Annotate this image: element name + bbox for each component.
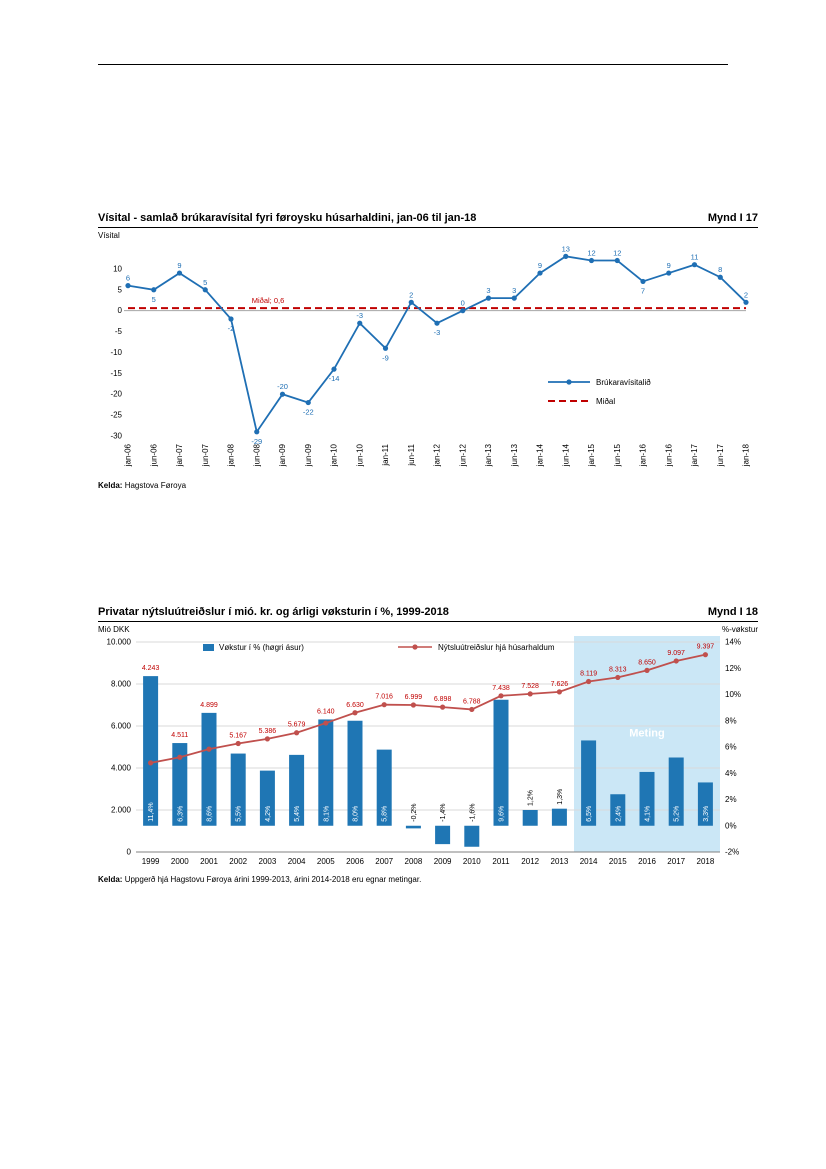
data-point <box>586 679 591 684</box>
data-point <box>440 705 445 710</box>
right-axis-tick-label: 8% <box>725 716 737 726</box>
line-value-label: 4.243 <box>141 665 160 673</box>
line-value-label: 5.167 <box>229 732 247 740</box>
data-point <box>640 279 645 284</box>
bar-value-label: 5,4% <box>294 805 302 822</box>
x-axis-tick-label: 2000 <box>170 857 189 866</box>
x-axis-tick-label: jun-11 <box>406 444 416 466</box>
y-axis-tick-label: -10 <box>110 347 122 357</box>
data-point <box>563 254 568 259</box>
data-point <box>203 287 208 292</box>
x-axis-tick-label: 2008 <box>404 857 423 866</box>
line-value-label: 4.511 <box>171 732 189 740</box>
data-point <box>718 275 723 280</box>
chart1-source-note <box>98 481 758 490</box>
chart2-title: Privatar nýtsluútreiðslur í mió. kr. og árligi vøksturin í %, 1999-2018 <box>98 606 449 618</box>
y-axis-tick-label: 0 <box>117 306 122 316</box>
data-point <box>265 736 270 741</box>
data-label: -22 <box>302 407 314 417</box>
line-value-label: 5.679 <box>287 721 306 729</box>
bar-value-label: 1,2% <box>527 790 535 806</box>
bar-value-label: 11,4% <box>148 802 156 822</box>
x-axis-tick-label: jan-08 <box>226 444 236 467</box>
x-axis-tick-label: jan-18 <box>741 444 751 467</box>
line-value-label: 6.999 <box>404 694 423 702</box>
x-axis-tick-label: 2009 <box>433 857 452 866</box>
x-axis-tick-label: 2001 <box>200 857 218 866</box>
data-point <box>615 675 620 680</box>
line-value-label: 6.898 <box>433 696 452 704</box>
chart1-title: Vísital - samlað brúkaravísital fyri føroysku húsarhaldini, jan-06 til jan-18 <box>98 212 477 224</box>
x-axis-tick-label: 2017 <box>667 857 686 866</box>
data-label: 3 <box>486 286 491 296</box>
right-axis-tick-label: -2% <box>725 847 740 857</box>
data-label: -20 <box>277 382 288 392</box>
data-point <box>352 710 357 715</box>
left-axis-tick-label: 6.000 <box>110 721 131 731</box>
x-axis-tick-label: jun-13 <box>509 444 519 467</box>
data-point <box>206 747 211 752</box>
data-label: 3 <box>512 286 517 296</box>
bar-value-label: 8,6% <box>206 805 214 822</box>
chart2-axis-unit-row <box>98 625 758 634</box>
chart1-axis-unit-row <box>98 231 758 240</box>
chart2-left-axis-title: Mió DKK <box>98 625 130 634</box>
x-axis-tick-label: jun-06 <box>149 444 159 467</box>
data-point <box>177 755 182 760</box>
x-axis-tick-label: jan-06 <box>123 444 133 467</box>
x-axis-tick-label: jun-12 <box>458 444 468 467</box>
left-axis-tick-label: 2.000 <box>110 805 131 815</box>
data-point <box>692 262 697 267</box>
figure1-header <box>98 212 758 228</box>
line-value-label: 6.630 <box>346 701 364 709</box>
bar-value-label: 5,5% <box>235 805 243 822</box>
data-label: 6 <box>125 273 131 283</box>
data-label: 5 <box>151 294 156 304</box>
x-axis-tick-label: jan-11 <box>381 444 390 466</box>
bar-value-label: 6,5% <box>586 805 594 822</box>
x-axis-tick-label: 2003 <box>258 857 277 866</box>
data-point <box>254 429 259 434</box>
bar-value-label: -0,2% <box>410 803 418 822</box>
growth-bar <box>464 826 479 847</box>
data-point <box>306 400 311 405</box>
left-axis-tick-label: 4.000 <box>110 763 131 773</box>
data-label: 13 <box>561 244 570 254</box>
data-point <box>228 316 233 321</box>
data-label: 7 <box>640 286 646 296</box>
x-axis-tick-label: 2013 <box>550 857 569 866</box>
right-axis-tick-label: 6% <box>725 742 737 752</box>
line-value-label: 8.313 <box>609 666 627 674</box>
x-axis-tick-label: jun-08 <box>252 444 262 467</box>
data-point <box>703 652 708 657</box>
expenditure-combo-chart <box>98 634 758 872</box>
data-point <box>294 730 299 735</box>
data-label: -3 <box>433 328 441 338</box>
line-value-label: 7.626 <box>550 680 569 688</box>
bar-value-label: 9,6% <box>498 805 506 822</box>
x-axis-tick-label: 2004 <box>287 857 306 866</box>
left-axis-tick-label: 10.000 <box>106 637 131 647</box>
data-point <box>469 707 474 712</box>
x-axis-tick-label: jun-09 <box>303 444 313 467</box>
data-label: 8 <box>718 265 723 275</box>
right-axis-tick-label: 0% <box>725 821 737 831</box>
line-value-label: 4.899 <box>200 701 218 709</box>
data-label: -2 <box>227 324 235 334</box>
sentiment-line <box>125 256 749 431</box>
data-point <box>411 702 416 707</box>
legend-line-label: Nýtsluútreiðslur hjá húsarhaldum <box>438 643 555 652</box>
chart1-y-axis-title: Vísital <box>98 231 120 240</box>
figure-mynd-i17 <box>98 212 758 490</box>
data-label: -9 <box>382 353 389 363</box>
bar-value-label: 1,3% <box>556 788 564 805</box>
data-point <box>528 691 533 696</box>
x-axis-tick-label: jan-10 <box>329 444 339 467</box>
chart2-right-axis-title: %-vøkstur <box>722 625 758 634</box>
x-axis-tick-label: 2002 <box>229 857 248 866</box>
x-axis-tick-label: 2012 <box>521 857 540 866</box>
y-axis-tick-label: -20 <box>110 389 122 399</box>
data-point <box>151 287 156 292</box>
forecast-label: Meting <box>629 727 665 740</box>
bar-value-label: 5,8% <box>381 805 389 822</box>
data-point <box>644 668 649 673</box>
bar-value-label: 4,1% <box>644 805 652 822</box>
x-axis-tick-label: 2011 <box>492 857 510 866</box>
right-axis-tick-label: 2% <box>725 795 737 804</box>
bar-value-label: 5,2% <box>673 805 681 822</box>
data-label: 5 <box>203 277 208 287</box>
x-axis-tick-label: 2014 <box>579 857 598 866</box>
chart1-source-text: Hagstova Føroya <box>124 481 187 490</box>
data-point <box>615 258 620 263</box>
data-point <box>674 658 679 663</box>
x-axis-tick-label: 2015 <box>608 857 627 866</box>
data-point <box>357 321 362 326</box>
sentiment-line-chart <box>98 240 758 478</box>
line-value-label: 8.119 <box>580 670 598 678</box>
figure-mynd-i18 <box>98 606 758 884</box>
x-axis-tick-label: jun-14 <box>561 444 571 467</box>
bar-value-label: 6,3% <box>177 805 185 822</box>
x-axis-tick-label: jan-15 <box>587 444 596 467</box>
data-label: 9 <box>537 261 543 271</box>
line-value-label: 8.650 <box>638 659 656 667</box>
x-axis-tick-label: jun-16 <box>664 444 674 467</box>
data-point <box>557 689 562 694</box>
data-label: 9 <box>177 261 182 271</box>
x-axis-tick-label: jun-10 <box>355 444 365 467</box>
data-point <box>382 702 387 707</box>
x-axis-tick-label: 2005 <box>316 857 335 866</box>
x-axis-tick-label: 2016 <box>638 857 656 866</box>
chart2-source-text: Uppgerð hjá Hagstovu Føroya árini 1999-2013, árini 2014-2018 eru egnar metingar. <box>124 875 422 884</box>
header-rule <box>98 64 728 65</box>
data-point <box>236 741 241 746</box>
growth-bar <box>552 809 567 826</box>
left-axis-tick-label: 8.000 <box>110 679 131 689</box>
chart2-source-note <box>98 875 758 884</box>
data-point <box>589 258 594 263</box>
x-axis-tick-label: 2018 <box>696 857 715 866</box>
chart2-source-label: Kelda: <box>98 875 123 884</box>
data-point <box>486 296 491 301</box>
bar-value-label: 8,1% <box>323 805 331 822</box>
line-value-label: 6.140 <box>317 708 335 716</box>
bar-value-label: 2,4% <box>615 805 623 822</box>
data-point <box>498 693 503 698</box>
right-axis-tick-label: 4% <box>725 768 737 778</box>
line-value-label: 5.386 <box>258 727 277 735</box>
right-axis-tick-label: 10% <box>725 690 742 699</box>
line-value-label: 6.788 <box>463 698 481 706</box>
x-axis-tick-label: jun-17 <box>715 444 725 467</box>
data-point <box>177 270 182 275</box>
right-axis-tick-label: 14% <box>725 637 742 647</box>
bar-value-label: -1,4% <box>440 803 448 822</box>
data-label: 12 <box>587 248 596 258</box>
growth-bar <box>406 826 421 829</box>
x-axis-tick-label: jun-07 <box>200 444 210 467</box>
data-point <box>409 300 414 305</box>
growth-bar <box>523 810 538 826</box>
x-axis-tick-label: 1999 <box>141 857 160 866</box>
data-label: 11 <box>690 252 699 262</box>
y-axis-tick-label: 10 <box>113 264 122 274</box>
data-point <box>434 321 439 326</box>
data-point <box>280 392 285 397</box>
bar-value-label: 3,3% <box>702 805 710 822</box>
y-axis-tick-label: -30 <box>110 431 122 441</box>
x-axis-tick-label: jan-14 <box>535 444 545 467</box>
legend-marker <box>566 379 571 384</box>
x-axis-tick-label: jan-09 <box>278 444 287 467</box>
legend-series-label: Brúkaravísitalið <box>596 378 651 387</box>
chart1-source-label: Kelda: <box>98 481 123 490</box>
data-label: 12 <box>613 248 622 258</box>
x-axis-tick-label: jan-07 <box>175 444 184 467</box>
x-axis-tick-label: 2006 <box>346 857 364 866</box>
line-value-label: 7.016 <box>375 693 393 701</box>
data-point <box>460 308 465 313</box>
data-point <box>666 270 671 275</box>
figure2-number: Mynd I 18 <box>707 606 758 618</box>
x-axis-tick-label: jan-16 <box>638 444 648 467</box>
data-label: -3 <box>356 311 364 321</box>
data-point <box>125 283 130 288</box>
data-point <box>323 720 328 725</box>
x-axis-tick-label: jan-17 <box>690 444 699 467</box>
x-axis-tick-label: jan-12 <box>432 444 442 467</box>
data-point <box>512 296 517 301</box>
legend-line-marker <box>412 644 417 649</box>
y-axis-tick-label: 5 <box>117 285 122 295</box>
left-axis-tick-label: 0 <box>126 847 131 857</box>
y-axis-tick-label: -25 <box>110 410 122 420</box>
data-label: 2 <box>409 290 414 300</box>
bar-value-label: 8,0% <box>352 805 360 822</box>
data-label: 9 <box>666 261 671 271</box>
x-axis-tick-label: jun-15 <box>612 444 622 467</box>
figure1-number: Mynd I 17 <box>707 212 758 224</box>
y-axis-tick-label: -15 <box>110 368 122 378</box>
data-label: -14 <box>328 374 340 384</box>
data-label: 2 <box>743 290 749 300</box>
legend-bar-label: Vøkstur í % (høgri ásur) <box>219 643 304 652</box>
growth-bar <box>435 826 450 844</box>
x-axis-tick-label: 2007 <box>375 857 394 866</box>
legend-bar-swatch <box>203 644 214 651</box>
bar-value-label: -1,6% <box>469 803 477 822</box>
data-label: -29 <box>251 436 263 446</box>
data-point <box>383 346 388 351</box>
x-axis-tick-label: 2010 <box>462 857 481 866</box>
line-value-label: 9.097 <box>667 649 685 657</box>
figure2-header <box>98 606 758 622</box>
data-point <box>743 300 748 305</box>
data-point <box>537 270 542 275</box>
right-axis-tick-label: 12% <box>725 663 742 673</box>
data-label: 0 <box>460 298 465 308</box>
y-axis-tick-label: -5 <box>114 327 122 337</box>
data-point <box>148 760 153 765</box>
line-value-label: 9.397 <box>696 643 715 651</box>
average-value-label: Miðal; 0,6 <box>251 296 285 306</box>
bar-value-label: 4,2% <box>264 805 272 822</box>
line-value-label: 7.528 <box>521 682 539 690</box>
data-point <box>331 367 336 372</box>
legend-average-label: Miðal <box>596 397 616 406</box>
x-axis-tick-label: jan-13 <box>484 444 493 467</box>
line-value-label: 7.438 <box>492 684 510 692</box>
